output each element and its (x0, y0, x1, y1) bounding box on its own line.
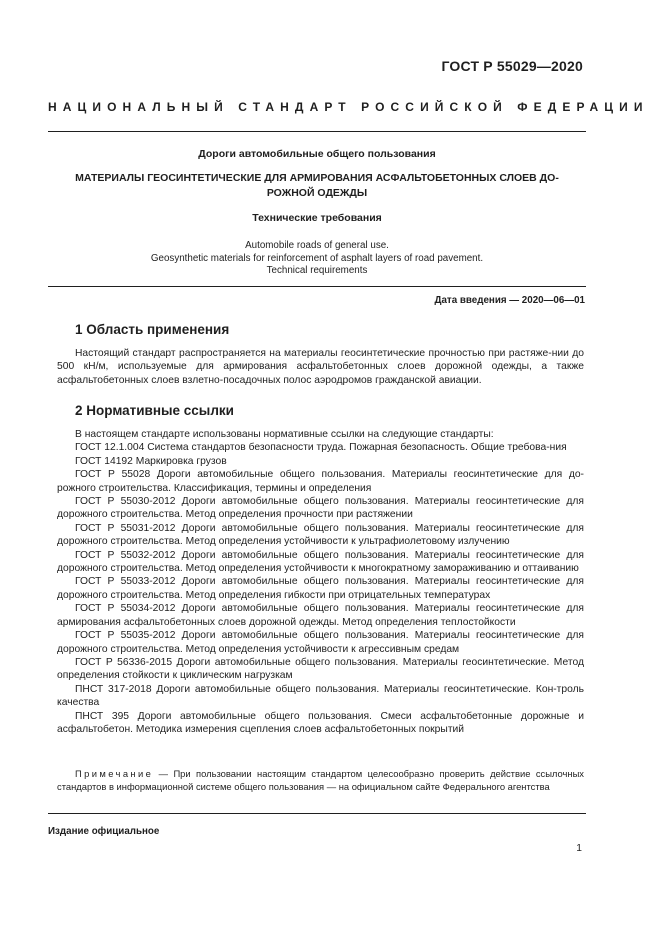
subtitle: Технические требования (252, 212, 382, 224)
english-title (60, 240, 574, 278)
road-heading: Дороги автомобильные общего пользования (198, 148, 436, 160)
section-body-scope (57, 347, 584, 387)
section-heading-scope: 1 Область применения (75, 322, 230, 337)
section-body-references (57, 428, 584, 736)
paragraph: В настоящем стандарте использованы нормативные ссылки на следующие стандарты: (75, 429, 494, 440)
reference-item: ГОСТ Р 55028 Дороги автомобильные общего пользования. Материалы геосинтетические для до-рожного строительства. Классификация, термины и определения (57, 469, 584, 494)
note-paragraph (57, 767, 584, 793)
reference-item: ГОСТ Р 55030-2012 Дороги автомобильные общего пользования. Материалы геосинтетические для дорожного строительства. Метод определения прочности при растяжении (57, 496, 584, 521)
section-heading-references: 2 Нормативные ссылки (75, 403, 234, 418)
english-title-line: Geosynthetic materials for reinforcement of asphalt layers of road pavement. (150, 252, 484, 264)
national-standard-banner: НАЦИОНАЛЬНЫЙ СТАНДАРТ РОССИЙСКОЙ ФЕДЕРАЦИИ (48, 100, 649, 114)
page-number: 1 (576, 843, 582, 854)
reference-item: ГОСТ Р 55033-2012 Дороги автомобильные общего пользования. Материалы геосинтетические для дорожного строительства. Метод определения гибкости при отрицательных температурах (57, 576, 584, 601)
main-title: МАТЕРИАЛЫ ГЕОСИНТЕТИЧЕСКИЕ ДЛЯ АРМИРОВАНИЯ АСФАЛЬТОБЕТОННЫХ СЛОЕВ ДО-РОЖНОЙ ОДЕЖДЫ (75, 172, 559, 199)
note (57, 767, 584, 793)
document-number: ГОСТ Р 55029—2020 (441, 58, 583, 74)
reference-item: ПНСТ 317-2018 Дороги автомобильные общего пользования. Материалы геосинтетические. Кон-троль качества (57, 683, 584, 709)
english-title-line: Automobile roads of general use. (245, 240, 389, 251)
reference-item: ГОСТ Р 56336-2015 Дороги автомобильные общего пользования. Материалы геосинтетические. Метод определения стойкости к циклическим нагрузкам (57, 656, 584, 682)
reference-item: ГОСТ Р 55035-2012 Дороги автомобильные общего пользования. Материалы геосинтетические для дорожного строительства. Метод определения устойчивости к агрессивным средам (57, 630, 584, 655)
footer-divider (48, 813, 586, 814)
reference-item: ПНСТ 395 Дороги автомобильные общего пользования. Смеси асфальтобетонные дорожные и асфальтобетон. Методика измерения сцепления слоев асфальтобетонных покрытий (57, 710, 584, 735)
english-title-line: Technical requirements (266, 265, 368, 277)
effective-date: Дата введения — 2020—06—01 (434, 295, 585, 306)
paragraph: Настоящий стандарт распространяется на материалы геосинтетические прочностью при растяже-нии до 500 кН/м, используемые для армирования асфальтобетонных слоев дорожной одежды, а также асфальтобетонных слоев взлетно-посадочных полос аэродромов гражданской авиации. (57, 348, 584, 386)
reference-item: ГОСТ 12.1.004 Система стандартов безопасности труда. Пожарная безопасность. Общие требова-ния (75, 442, 567, 454)
edition-label: Издание официальное (48, 826, 160, 837)
reference-item: ГОСТ Р 55031-2012 Дороги автомобильные общего пользования. Материалы геосинтетические для дорожного строительства. Метод определения устойчивости к ультрафиолетовому излучению (57, 522, 584, 548)
reference-item: ГОСТ Р 55034-2012 Дороги автомобильные общего пользования. Материалы геосинтетические для армирования асфальтобетонных слоев дорожной одежды. Метод определения теплостойкости (57, 603, 584, 628)
reference-item: ГОСТ Р 55032-2012 Дороги автомобильные общего пользования. Материалы геосинтетические для дорожного строительства. Метод определения устойчивости к многократному замораживанию и оттаиванию (57, 549, 584, 575)
reference-item: ГОСТ 14192 Маркировка грузов (75, 455, 227, 467)
top-divider (48, 131, 586, 132)
note-label: Примечание (75, 768, 154, 779)
title-divider (48, 286, 586, 287)
note-text: — При пользовании настоящим стандартом целесообразно проверить действие ссылочных стандартов в информационной системе общего пользования — на официальном сайте Федерального агентства (57, 768, 584, 792)
